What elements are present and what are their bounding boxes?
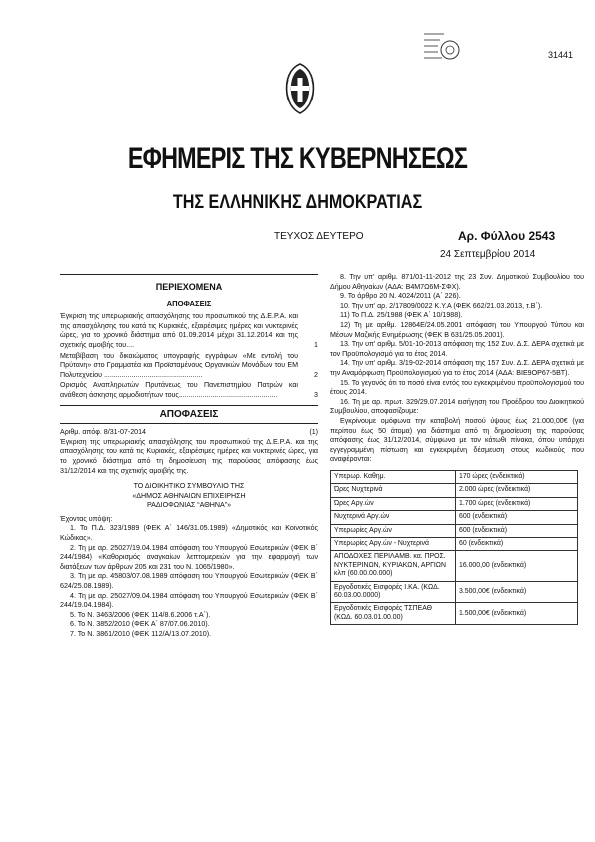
consideration-item: 8. Την υπ' αριθμ. 871/01-11-2012 της 23 Συν. Δημοτικού Συμβουλίου του Δήμου Αθηναίων (ΑΔΑ: Β4Μ7Ω6Μ-ΣΦΧ). xyxy=(330,273,584,291)
board-heading xyxy=(60,482,318,511)
table-row xyxy=(331,484,578,497)
sheet-number: Αρ. Φύλλου 2543 xyxy=(458,229,556,243)
decisions-heading: ΑΠΟΦΑΣΕΙΣ xyxy=(159,408,219,420)
page-number: 31441 xyxy=(548,50,574,60)
contents-heading: ΠΕΡΙΕΧΟΜΕΝΑ xyxy=(155,282,223,292)
having-in-mind: Έχοντας υπόψη: xyxy=(60,514,113,523)
gazette-title: ΕΦΗΜΕΡΙΣ ΤΗΣ ΚΥΒΕΡΝΗΣΕΩΣ xyxy=(127,142,468,175)
table-row xyxy=(331,524,578,537)
toc-item-text: Ορισμός Αναπληρωτών Πρυτάνεως του Πανεπιστημίου Πατρών και ανάθεση άσκησης αρμοδιοτήτων τους.................................................. xyxy=(60,381,298,399)
consideration-item: 13. Την υπ' αριθμ. 5/01-10-2013 απόφαση της 152 Συν. Δ.Σ. ΔΕΡΑ σχετικά με τον Προϋπολογισμό για το έτος 2014. xyxy=(330,340,584,358)
table-cell: Νυχτερινά Αργ.ών xyxy=(331,511,456,524)
table-cell: 16.000,00 (ενδεικτικά) xyxy=(456,551,578,581)
table-cell: 60 (ενδεικτικά) xyxy=(456,537,578,550)
consideration-item: 11) Το Π.Δ. 25/1988 (ΦΕΚ Α΄ 10/1988). xyxy=(340,311,463,320)
right-column xyxy=(330,273,584,625)
toc-item-page: 3 xyxy=(314,390,318,399)
table-cell: 1.500,00€ (ενδεικτικά) xyxy=(456,603,578,625)
table-cell: 170 ώρες (ενδεικτικά) xyxy=(456,470,578,483)
consideration-item: 12) Τη με αριθμ. 12864Ε/24.05.2001 απόφαση του Υπουργού Τύπου και Μέσων Μαζικής Ενημέρωσης (ΦΕΚ Β 631/25.05.2001). xyxy=(330,320,584,339)
table-cell: 2.000 ώρες (ενδεικτικά) xyxy=(456,484,578,497)
consideration-item: 2. Τη με αρ. 25027/19.04.1984 απόφαση του Υπουργού Εσωτερικών (ΦΕΚ Β΄ 244/1984) «Καθορισμός αναγκαίων λεπτομερειών για την εφαρμογή των διατάξεων των άρθρων 205 και 231 του Ν. 1065/1980». xyxy=(60,543,318,571)
table-cell: Ώρες Αργ.ών xyxy=(331,497,456,510)
decision-title: Έγκριση της υπερωριακής απασχόλησης του προσωπικού της Δ.Ε.Ρ.Α. και της απασχόλησης του κατά τις Κυριακές, εξαιρέσιμες ημέρες και νυκτερινές ώρες, για το χρονικό διάστημα από τη δημοσίευση της παρούσας απόφασης έως 31/12/2014 και της σχετικής αμοιβής της. xyxy=(60,437,318,475)
cost-table xyxy=(330,470,578,625)
issue-date: 24 Σεπτεμβρίου 2014 xyxy=(440,249,536,260)
divider xyxy=(60,274,318,275)
consideration-item: 16. Τη με αρ. πρωτ. 329/29.07.2014 εισήγηση του Προέδρου του Διοικητικού Συμβουλίου, αποφασίζουμε: xyxy=(330,397,584,416)
table-cell: 3.500,00€ (ενδεικτικά) xyxy=(456,581,578,603)
contents-subheading: ΑΠΟΦΑΣΕΙΣ xyxy=(166,298,212,308)
consideration-item: 9. Το άρθρο 20 Ν. 4024/2011 (Α΄ 226). xyxy=(340,292,461,301)
table-cell: 600 (ενδεικτικά) xyxy=(456,524,578,537)
table-cell: Εργοδοτικές Εισφορές ΤΣΠΕΑΘ (ΚΩΔ. 60.03.01.00.00) xyxy=(331,603,456,625)
decision-ref: (1) xyxy=(309,428,318,437)
table-cell: ΑΠΟΔΟΧΕΣ ΠΕΡΙΛΑΜΒ. κα. ΠΡΟΣ. ΝΥΚΤΕΡΙΝΩΝ, ΚΥΡΙΑΚΩΝ, ΑΡΓΙΩΝ κλπ (60.00.00.000) xyxy=(331,551,456,581)
table-cell: Υπερωρίες Αργ.ών - Νυχτερινά xyxy=(331,537,456,550)
divider xyxy=(60,405,318,406)
toc-item-text: Μεταβίβαση του δικαιώματος υπογραφής εγγράφων «Με εντολή του Πρύτανη» στο Γραμματέα και Προϊσταμένους Οργανικών Μονάδων του ΕΜ Πολυτεχνείου .................................................. xyxy=(60,351,298,379)
table-row xyxy=(331,537,578,550)
board-line: ΡΑΔΙΟΦΩΝΙΑΣ “ΑΘΗΝΑ”» xyxy=(146,501,232,510)
consideration-item: 6. Το Ν. 3852/2010 (ΦΕΚ Α΄ 87/07.06.2010). xyxy=(70,620,210,629)
digital-signature-stamp-icon xyxy=(422,28,464,70)
table-row xyxy=(331,603,578,625)
left-column xyxy=(60,270,318,640)
table-row xyxy=(331,511,578,524)
approval-text: Εγκρίνουμε ομόφωνα την καταβολή ποσού ύψους έως 21.000,00€ (για περίπου έως 50 άτομα) για διάστημα από τη δημοσίευση της παρούσας απόφασης έως 31/12/2014, σύμφωνα με τον κάτωθι πίνακα, όπου υπάρχει εγγεγραμμένη πίστωση και εγκεκριμένη δέσμευση στους κωδικούς που αναφέρονται: xyxy=(330,416,584,464)
table-row xyxy=(331,551,578,581)
consideration-item: 15. Το γεγονός ότι το ποσό είναι εντός του εγκεκριμένου προϋπολογισμού του έτους 2014. xyxy=(330,378,584,397)
toc-item-page: 1 xyxy=(314,340,318,349)
consideration-item: 5. Το Ν. 3463/2006 (ΦΕΚ 114/8.6.2006 τ.Α΄). xyxy=(70,610,211,619)
table-cell: 1.700 ώρες (ενδεικτικά) xyxy=(456,497,578,510)
toc-item xyxy=(60,352,318,381)
toc-item-page: 2 xyxy=(314,370,318,379)
table-cell: Υπερωρ. Καθημ. xyxy=(331,470,456,483)
table-cell: 600 (ενδεικτικά) xyxy=(456,511,578,524)
table-cell: Εργοδοτικές Εισφορές Ι.ΚΑ. (ΚΩΔ. 60.03.00.0000) xyxy=(331,581,456,603)
table-cell: Υπερωρίες Αργ.ών xyxy=(331,524,456,537)
table-row xyxy=(331,581,578,603)
consideration-item: 7. Το Ν. 3861/2010 (ΦΕΚ 112/Α/13.07.2010). xyxy=(70,630,212,638)
gazette-subtitle: ΤΗΣ ΕΛΛΗΝΙΚΗΣ ΔΗΜΟΚΡΑΤΙΑΣ xyxy=(172,192,423,213)
table-row xyxy=(331,470,578,483)
decision-header xyxy=(60,428,318,438)
toc-item xyxy=(60,312,318,350)
consideration-item: 3. Τη με αρ. 45803/07.08.1989 απόφαση του Υπουργού Εσωτερικών (ΦΕΚ Β΄ 624/25.08.1989). xyxy=(60,572,318,591)
decision-number: Αριθμ. απόφ. 8/31-07-2014 xyxy=(60,428,147,437)
board-line: «ΔΗΜΟΣ ΑΘΗΝΑΙΩΝ ΕΠΙΧΕΙΡΗΣΗ xyxy=(132,491,246,500)
consideration-item: 4. Τη με αρ. 25027/09.04.1984 απόφαση του Υπουργού Εσωτερικών (ΦΕΚ Β΄ 244/19.04.1984). xyxy=(60,591,318,610)
consideration-item: 14. Την υπ' αριθμ. 3/19-02-2014 απόφαση της 157 Συν. Δ.Σ. ΔΕΡΑ σχετικά με την Αναμόρφωση Προϋπολογισμού για το έτος 2014 (ΑΔΑ: ΒΙΕ9ΟΡ67-5ΒΤ). xyxy=(330,359,584,377)
table-row xyxy=(331,497,578,510)
toc-item-text: Έγκριση της υπερωριακής απασχόλησης του προσωπικού της Δ.Ε.Ρ.Α. και της απασχόλησης του κατά τις Κυριακές, εξαιρέσιμες ημέρες και νυκτερινές ώρες, για το χρονικό διάστημα από 01.09.2014 μέχρι 31.12.2014 και της σχετικής αμοιβής του.... xyxy=(60,312,298,349)
toc-item xyxy=(60,381,318,400)
divider xyxy=(60,423,318,424)
consideration-item: 10. Την υπ' αρ. 2/17809/0022 Κ.Υ.Α (ΦΕΚ 662/21.03.2013, τ.Β΄). xyxy=(340,301,543,310)
issue-label: ΤΕΥΧΟΣ ΔΕΥΤΕΡΟ xyxy=(274,231,364,242)
consideration-item: 1. Το Π.Δ. 323/1989 (ΦΕΚ Α΄ 146/31.05.1989) «Δημοτικός και Κοινοτικός Κώδικας». xyxy=(60,524,318,543)
table-cell: Ώρες Νυχτερινά xyxy=(331,484,456,497)
board-line: ΤΟ ΔΙΟΙΚΗΤΙΚΟ ΣΥΜΒΟΥΛΙΟ ΤΗΣ xyxy=(133,482,245,491)
greek-emblem-icon xyxy=(282,60,318,116)
